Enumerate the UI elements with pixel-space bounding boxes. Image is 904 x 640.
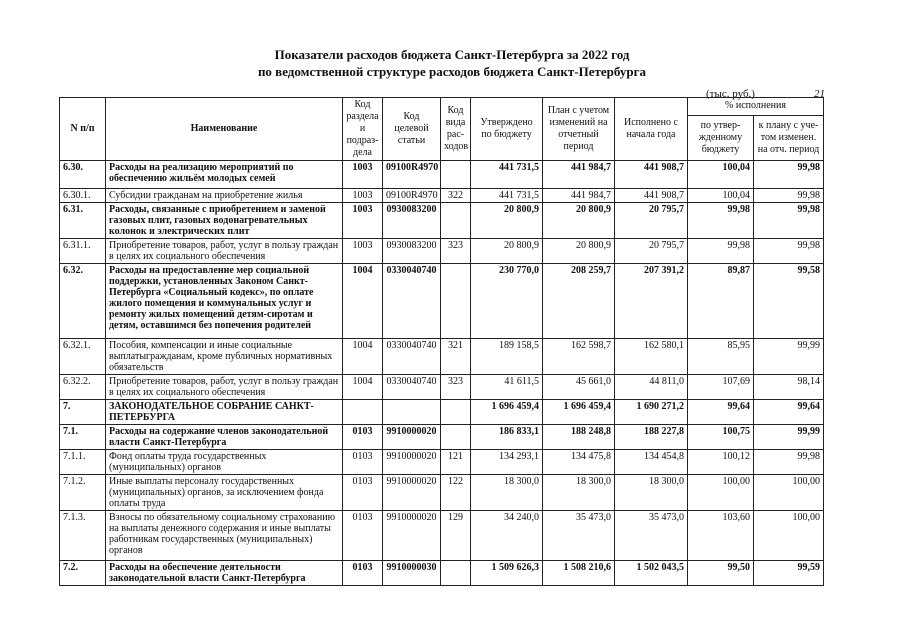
row-pct-budget: 89,87	[688, 264, 754, 339]
row-type-code	[441, 264, 471, 339]
row-pct-budget: 103,60	[688, 511, 754, 561]
row-executed: 1 502 043,5	[615, 561, 688, 586]
row-article-code: 9910000030	[383, 561, 441, 586]
row-name: Субсидии гражданам на приобретение жилья	[106, 189, 343, 203]
row-type-code: 129	[441, 511, 471, 561]
row-num: 6.32.1.	[60, 339, 106, 375]
row-pct-budget: 99,64	[688, 400, 754, 425]
row-pct-plan: 100,00	[754, 475, 824, 511]
row-type-code: 122	[441, 475, 471, 511]
row-pct-budget: 100,75	[688, 425, 754, 450]
row-name: Расходы на реализацию мероприятий по обеспечению жильём молодых семей	[106, 161, 343, 189]
row-article-code: 09100R4970	[383, 189, 441, 203]
row-name: Приобретение товаров, работ, услуг в пользу граждан в целях их социального обеспечения	[106, 239, 343, 264]
page-number: 21	[814, 88, 825, 100]
table-row	[60, 400, 824, 425]
row-executed: 134 454,8	[615, 450, 688, 475]
row-num: 6.31.1.	[60, 239, 106, 264]
row-section-code: 1003	[343, 161, 383, 189]
expenditure-table	[59, 97, 824, 586]
row-approved: 41 611,5	[471, 375, 543, 400]
row-approved: 441 731,5	[471, 161, 543, 189]
row-type-code	[441, 203, 471, 239]
row-plan: 20 800,9	[543, 203, 615, 239]
table-row	[60, 425, 824, 450]
row-pct-budget: 100,04	[688, 161, 754, 189]
row-approved: 1 509 626,3	[471, 561, 543, 586]
report-title-line-2: по ведомственной структуре расходов бюджета Санкт-Петербурга	[257, 64, 647, 79]
header-num: N п/п	[60, 98, 106, 161]
row-pct-plan: 99,59	[754, 561, 824, 586]
row-section-code: 0103	[343, 561, 383, 586]
row-name: Фонд оплаты труда государственных (муниципальных) органов	[106, 450, 343, 475]
row-num: 6.32.	[60, 264, 106, 339]
row-name: Приобретение товаров, работ, услуг в пользу граждан в целях их социального обеспечения	[106, 375, 343, 400]
row-pct-budget: 99,98	[688, 203, 754, 239]
row-plan: 208 259,7	[543, 264, 615, 339]
row-section-code: 0103	[343, 475, 383, 511]
row-name: Расходы на предоставление мер социальной поддержки, установленных Законом Санкт-Петербурга «Социальный кодекс», по оплате жилого помещения и коммунальных услуг и ремонту жилых помещений детям-сиротам и детям, оставшимся без попечения родителей	[106, 264, 343, 339]
header-type-code: Код вида рас-ходов	[441, 98, 471, 161]
table-row	[60, 203, 824, 239]
table-row	[60, 189, 824, 203]
row-plan: 441 984,7	[543, 189, 615, 203]
row-executed: 441 908,7	[615, 189, 688, 203]
header-approved: Утверждено по бюджету	[471, 98, 543, 161]
row-section-code: 1003	[343, 203, 383, 239]
table-row	[60, 375, 824, 400]
row-executed: 207 391,2	[615, 264, 688, 339]
row-article-code: 9910000020	[383, 450, 441, 475]
row-name: Взносы по обязательному социальному страхованию на выплаты денежного содержания и иные выплаты работникам государственных (муниципальных) органов	[106, 511, 343, 561]
row-type-code: 321	[441, 339, 471, 375]
row-pct-budget: 100,12	[688, 450, 754, 475]
row-section-code: 0103	[343, 511, 383, 561]
table-row	[60, 475, 824, 511]
row-article-code: 9910000020	[383, 511, 441, 561]
row-name: Иные выплаты персоналу государственных (муниципальных) органов, за исключением фонда оплаты труда	[106, 475, 343, 511]
row-approved: 1 696 459,4	[471, 400, 543, 425]
row-article-code: 0330040740	[383, 264, 441, 339]
row-type-code: 323	[441, 375, 471, 400]
row-plan: 441 984,7	[543, 161, 615, 189]
row-plan: 1 508 210,6	[543, 561, 615, 586]
row-approved: 189 158,5	[471, 339, 543, 375]
header-pct-budget: по утвер-жденному бюджету	[688, 115, 754, 160]
row-section-code: 0103	[343, 450, 383, 475]
row-plan: 18 300,0	[543, 475, 615, 511]
row-executed: 1 690 271,2	[615, 400, 688, 425]
table-row	[60, 511, 824, 561]
row-plan: 45 661,0	[543, 375, 615, 400]
row-pct-plan: 99,98	[754, 189, 824, 203]
row-pct-plan: 99,98	[754, 161, 824, 189]
row-executed: 162 580,1	[615, 339, 688, 375]
row-num: 7.1.3.	[60, 511, 106, 561]
row-section-code: 0103	[343, 425, 383, 450]
row-type-code	[441, 400, 471, 425]
row-approved: 18 300,0	[471, 475, 543, 511]
header-pct-plan: к плану с уче-том изменен. на отч. период	[754, 115, 824, 160]
row-article-code: 0330040740	[383, 339, 441, 375]
row-executed: 20 795,7	[615, 239, 688, 264]
row-plan: 188 248,8	[543, 425, 615, 450]
row-section-code	[343, 400, 383, 425]
row-article-code: 9910000020	[383, 475, 441, 511]
table-body	[60, 161, 824, 586]
row-type-code: 322	[441, 189, 471, 203]
row-section-code: 1003	[343, 189, 383, 203]
header-plan: План с учетом изменений на отчетный период	[543, 98, 615, 161]
row-article-code: 0930083200	[383, 203, 441, 239]
row-num: 7.1.	[60, 425, 106, 450]
row-pct-budget: 99,50	[688, 561, 754, 586]
row-approved: 230 770,0	[471, 264, 543, 339]
row-plan: 162 598,7	[543, 339, 615, 375]
row-executed: 18 300,0	[615, 475, 688, 511]
row-plan: 20 800,9	[543, 239, 615, 264]
row-executed: 35 473,0	[615, 511, 688, 561]
table-row	[60, 264, 824, 339]
row-approved: 441 731,5	[471, 189, 543, 203]
row-article-code: 09100R4970	[383, 161, 441, 189]
row-name: Расходы на содержание членов законодательной власти Санкт-Петербурга	[106, 425, 343, 450]
row-approved: 20 800,9	[471, 239, 543, 264]
header-name: Наименование	[106, 98, 343, 161]
row-executed: 441 908,7	[615, 161, 688, 189]
row-pct-plan: 98,14	[754, 375, 824, 400]
row-pct-plan: 99,99	[754, 425, 824, 450]
report-title-line-1: Показатели расходов бюджета Санкт-Петербурга за 2022 год	[274, 47, 630, 62]
row-pct-budget: 100,00	[688, 475, 754, 511]
row-approved: 134 293,1	[471, 450, 543, 475]
row-name: Расходы на обеспечение деятельности законодательной власти Санкт-Петербурга	[106, 561, 343, 586]
row-pct-plan: 99,98	[754, 239, 824, 264]
table-row	[60, 161, 824, 189]
row-num: 7.	[60, 400, 106, 425]
row-pct-plan: 99,64	[754, 400, 824, 425]
row-name: Расходы, связанные с приобретением и заменой газовых плит, газовых водонагревательных колонок и электрических плит	[106, 203, 343, 239]
row-approved: 20 800,9	[471, 203, 543, 239]
row-num: 6.31.	[60, 203, 106, 239]
row-approved: 186 833,1	[471, 425, 543, 450]
row-pct-budget: 100,04	[688, 189, 754, 203]
row-section-code: 1004	[343, 264, 383, 339]
row-num: 7.1.2.	[60, 475, 106, 511]
row-executed: 44 811,0	[615, 375, 688, 400]
row-article-code: 0330040740	[383, 375, 441, 400]
row-plan: 35 473,0	[543, 511, 615, 561]
row-type-code: 121	[441, 450, 471, 475]
row-type-code	[441, 161, 471, 189]
row-pct-budget: 85,95	[688, 339, 754, 375]
row-executed: 20 795,7	[615, 203, 688, 239]
row-article-code: 9910000020	[383, 425, 441, 450]
row-pct-plan: 99,99	[754, 339, 824, 375]
row-section-code: 1004	[343, 375, 383, 400]
table-row	[60, 561, 824, 586]
row-num: 6.32.2.	[60, 375, 106, 400]
row-name: Пособия, компенсации и иные социальные выплатыгражданам, кроме публичных нормативных обязательств	[106, 339, 343, 375]
row-pct-plan: 99,98	[754, 450, 824, 475]
row-type-code	[441, 425, 471, 450]
table-row	[60, 239, 824, 264]
row-section-code: 1004	[343, 339, 383, 375]
row-pct-plan: 99,58	[754, 264, 824, 339]
table-row	[60, 339, 824, 375]
row-pct-budget: 107,69	[688, 375, 754, 400]
row-num: 7.1.1.	[60, 450, 106, 475]
row-num: 7.2.	[60, 561, 106, 586]
row-type-code	[441, 561, 471, 586]
header-section-code: Код раздела и подраз-дела	[343, 98, 383, 161]
row-plan: 1 696 459,4	[543, 400, 615, 425]
row-plan: 134 475,8	[543, 450, 615, 475]
row-name: ЗАКОНОДАТЕЛЬНОЕ СОБРАНИЕ САНКТ-ПЕТЕРБУРГА	[106, 400, 343, 425]
table-row	[60, 450, 824, 475]
row-pct-plan: 100,00	[754, 511, 824, 561]
header-pct-group: % исполнения	[688, 98, 824, 116]
row-section-code: 1003	[343, 239, 383, 264]
row-num: 6.30.	[60, 161, 106, 189]
row-approved: 34 240,0	[471, 511, 543, 561]
unit-note: (тыс. руб.)	[706, 88, 755, 100]
header-executed: Исполнено с начала года	[615, 98, 688, 161]
row-executed: 188 227,8	[615, 425, 688, 450]
row-num: 6.30.1.	[60, 189, 106, 203]
row-article-code	[383, 400, 441, 425]
row-article-code: 0930083200	[383, 239, 441, 264]
row-pct-plan: 99,98	[754, 203, 824, 239]
header-article-code: Код целевой статьи	[383, 98, 441, 161]
row-type-code: 323	[441, 239, 471, 264]
row-pct-budget: 99,98	[688, 239, 754, 264]
